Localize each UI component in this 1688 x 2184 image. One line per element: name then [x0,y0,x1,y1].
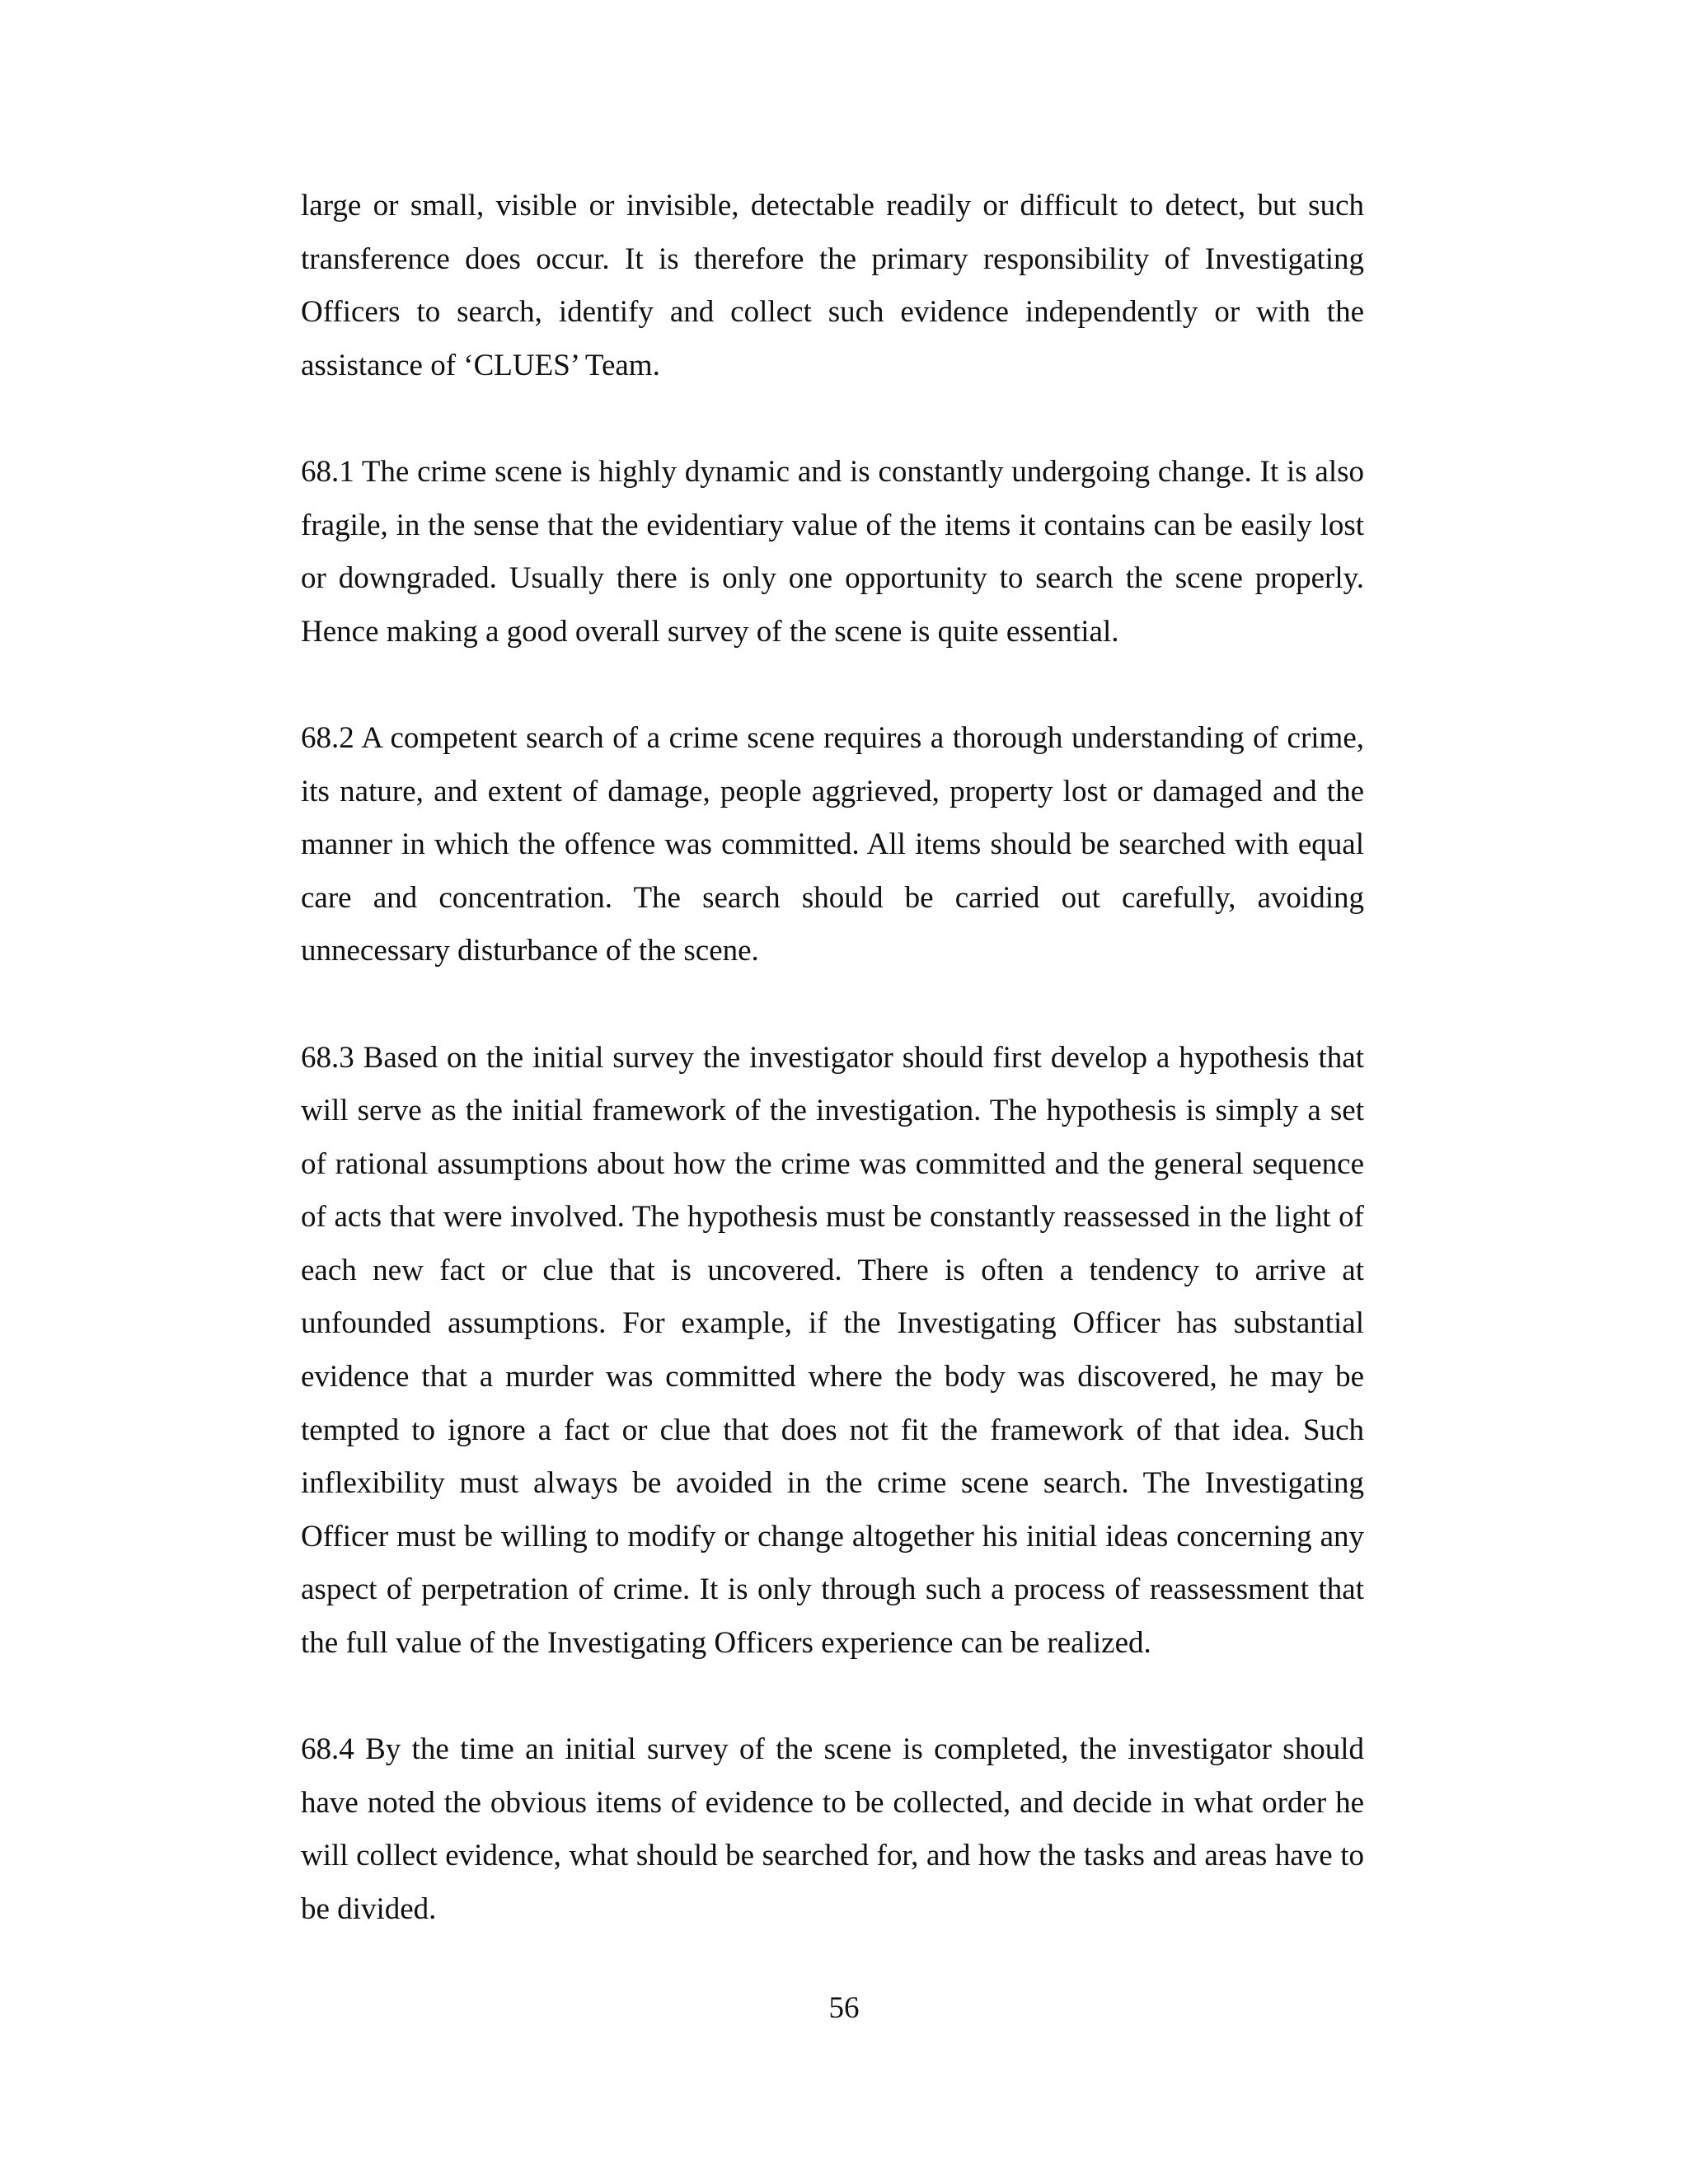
paragraph-68-1: 68.1 The crime scene is highly dynamic and is constantly undergoing change. It is also fragile, in the sense that the evidentiary value of the items it contains can be easily lost or downgraded. Usually there is only one opportunity to search the scene properly. Hence making a good overall survey of the scene is quite essential. [301,454,1364,649]
paragraph-68-3: 68.3 Based on the initial survey the investigator should first develop a hypothesis that will serve as the initial framework of the investigation. The hypothesis is simply a set of rational assumptions about how the crime was committed and the general sequence of acts that were involved. The hypothesis must be constantly reassessed in the light of each new fact or clue that is uncovered. There is often a tendency to arrive at unfounded assumptions. For example, if the Investigating Officer has substantial evidence that a murder was committed where the body was discovered, he may be tempted to ignore a fact or clue that does not fit the framework of that idea. Such inflexibility must always be avoided in the crime scene search. The Investigating Officer must be willing to modify or change altogether his initial ideas concerning any aspect of perpetration of crime. It is only through such a process of reassessment that the full value of the Investigating Officers experience can be realized. [301,1040,1364,1661]
page-number: 56 [828,1991,860,2025]
paragraph-continuation: large or small, visible or invisible, detectable readily or difficult to detect, but such transference does occur. It is therefore the primary responsibility of Investigating Officers to search, identify and collect such evidence independently or with the assistance of ‘CLUES’ Team. [301,189,1364,382]
paragraph-68-2: 68.2 A competent search of a crime scene requires a thorough understanding of crime, its nature, and extent of damage, people aggrieved, property lost or damaged and the manner in which the offence was committed. All items should be searched with equal care and concentration. The search should be carried out carefully, avoiding unnecessary disturbance of the scene. [301,720,1364,968]
page-body [301,180,1364,1990]
paragraph-68-4: 68.4 By the time an initial survey of the scene is completed, the investigator should have noted the obvious items of evidence to be collected, and decide in what order he will collect evidence, what should be searched for, and how the tasks and areas have to be divided. [301,1732,1364,1926]
